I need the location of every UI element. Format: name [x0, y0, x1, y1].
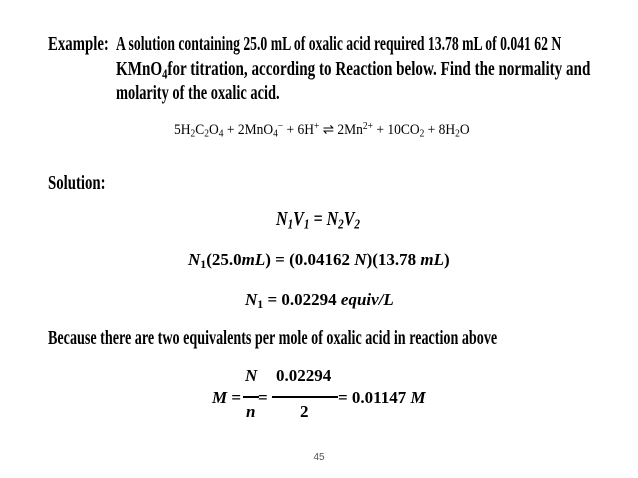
page-number: 45	[313, 452, 325, 463]
equation-n1-result: $N_1 = 0.02294$ equiv/L	[245, 290, 394, 311]
equivalents-explanation: Because there are two equivalents per mole of oxalic acid in reaction above	[48, 327, 498, 349]
fraction-bar-1	[243, 396, 259, 398]
fraction-numerator-N: N	[245, 366, 258, 385]
solution-heading: Solution:	[48, 172, 106, 194]
problem-line-2-text: for titration, according to Reaction below. Find the normality and	[167, 58, 591, 80]
molarity-lhs: M =	[212, 388, 242, 407]
kmno4-subscript: 4	[162, 67, 168, 83]
problem-line-3: molarity of the oxalic acid.	[116, 82, 280, 104]
problem-line-2	[116, 58, 590, 84]
fraction-numerator-value: 0.02294	[276, 366, 332, 385]
reaction-equation: $5H_2C_2O_4 + 2MnO_4^- + 6H^+$ ⇌ $2Mn^{2+} + 10CO_2 + 8H_2O$	[174, 120, 470, 140]
molarity-result: = 0.01147 M	[338, 388, 426, 407]
example-label: Example:	[48, 33, 109, 55]
fraction-denominator-value: 2	[300, 402, 309, 421]
molarity-equals-2: =	[258, 388, 268, 407]
kmno4-formula: KMnO	[116, 58, 163, 80]
problem-line-1: A solution containing 25.0 mL of oxalic acid required 13.78 mL of 0.041 62 N	[116, 33, 562, 55]
equation-n1-substitution: $N_1(25.0mL) = (0.04162$ N)(13.78 mL)	[188, 250, 450, 271]
equation-n1v1-n2v2: $N_1V_1 = N_2V_2$	[276, 208, 360, 233]
fraction-bar-2	[272, 396, 338, 398]
fraction-denominator-n: n	[246, 402, 256, 421]
